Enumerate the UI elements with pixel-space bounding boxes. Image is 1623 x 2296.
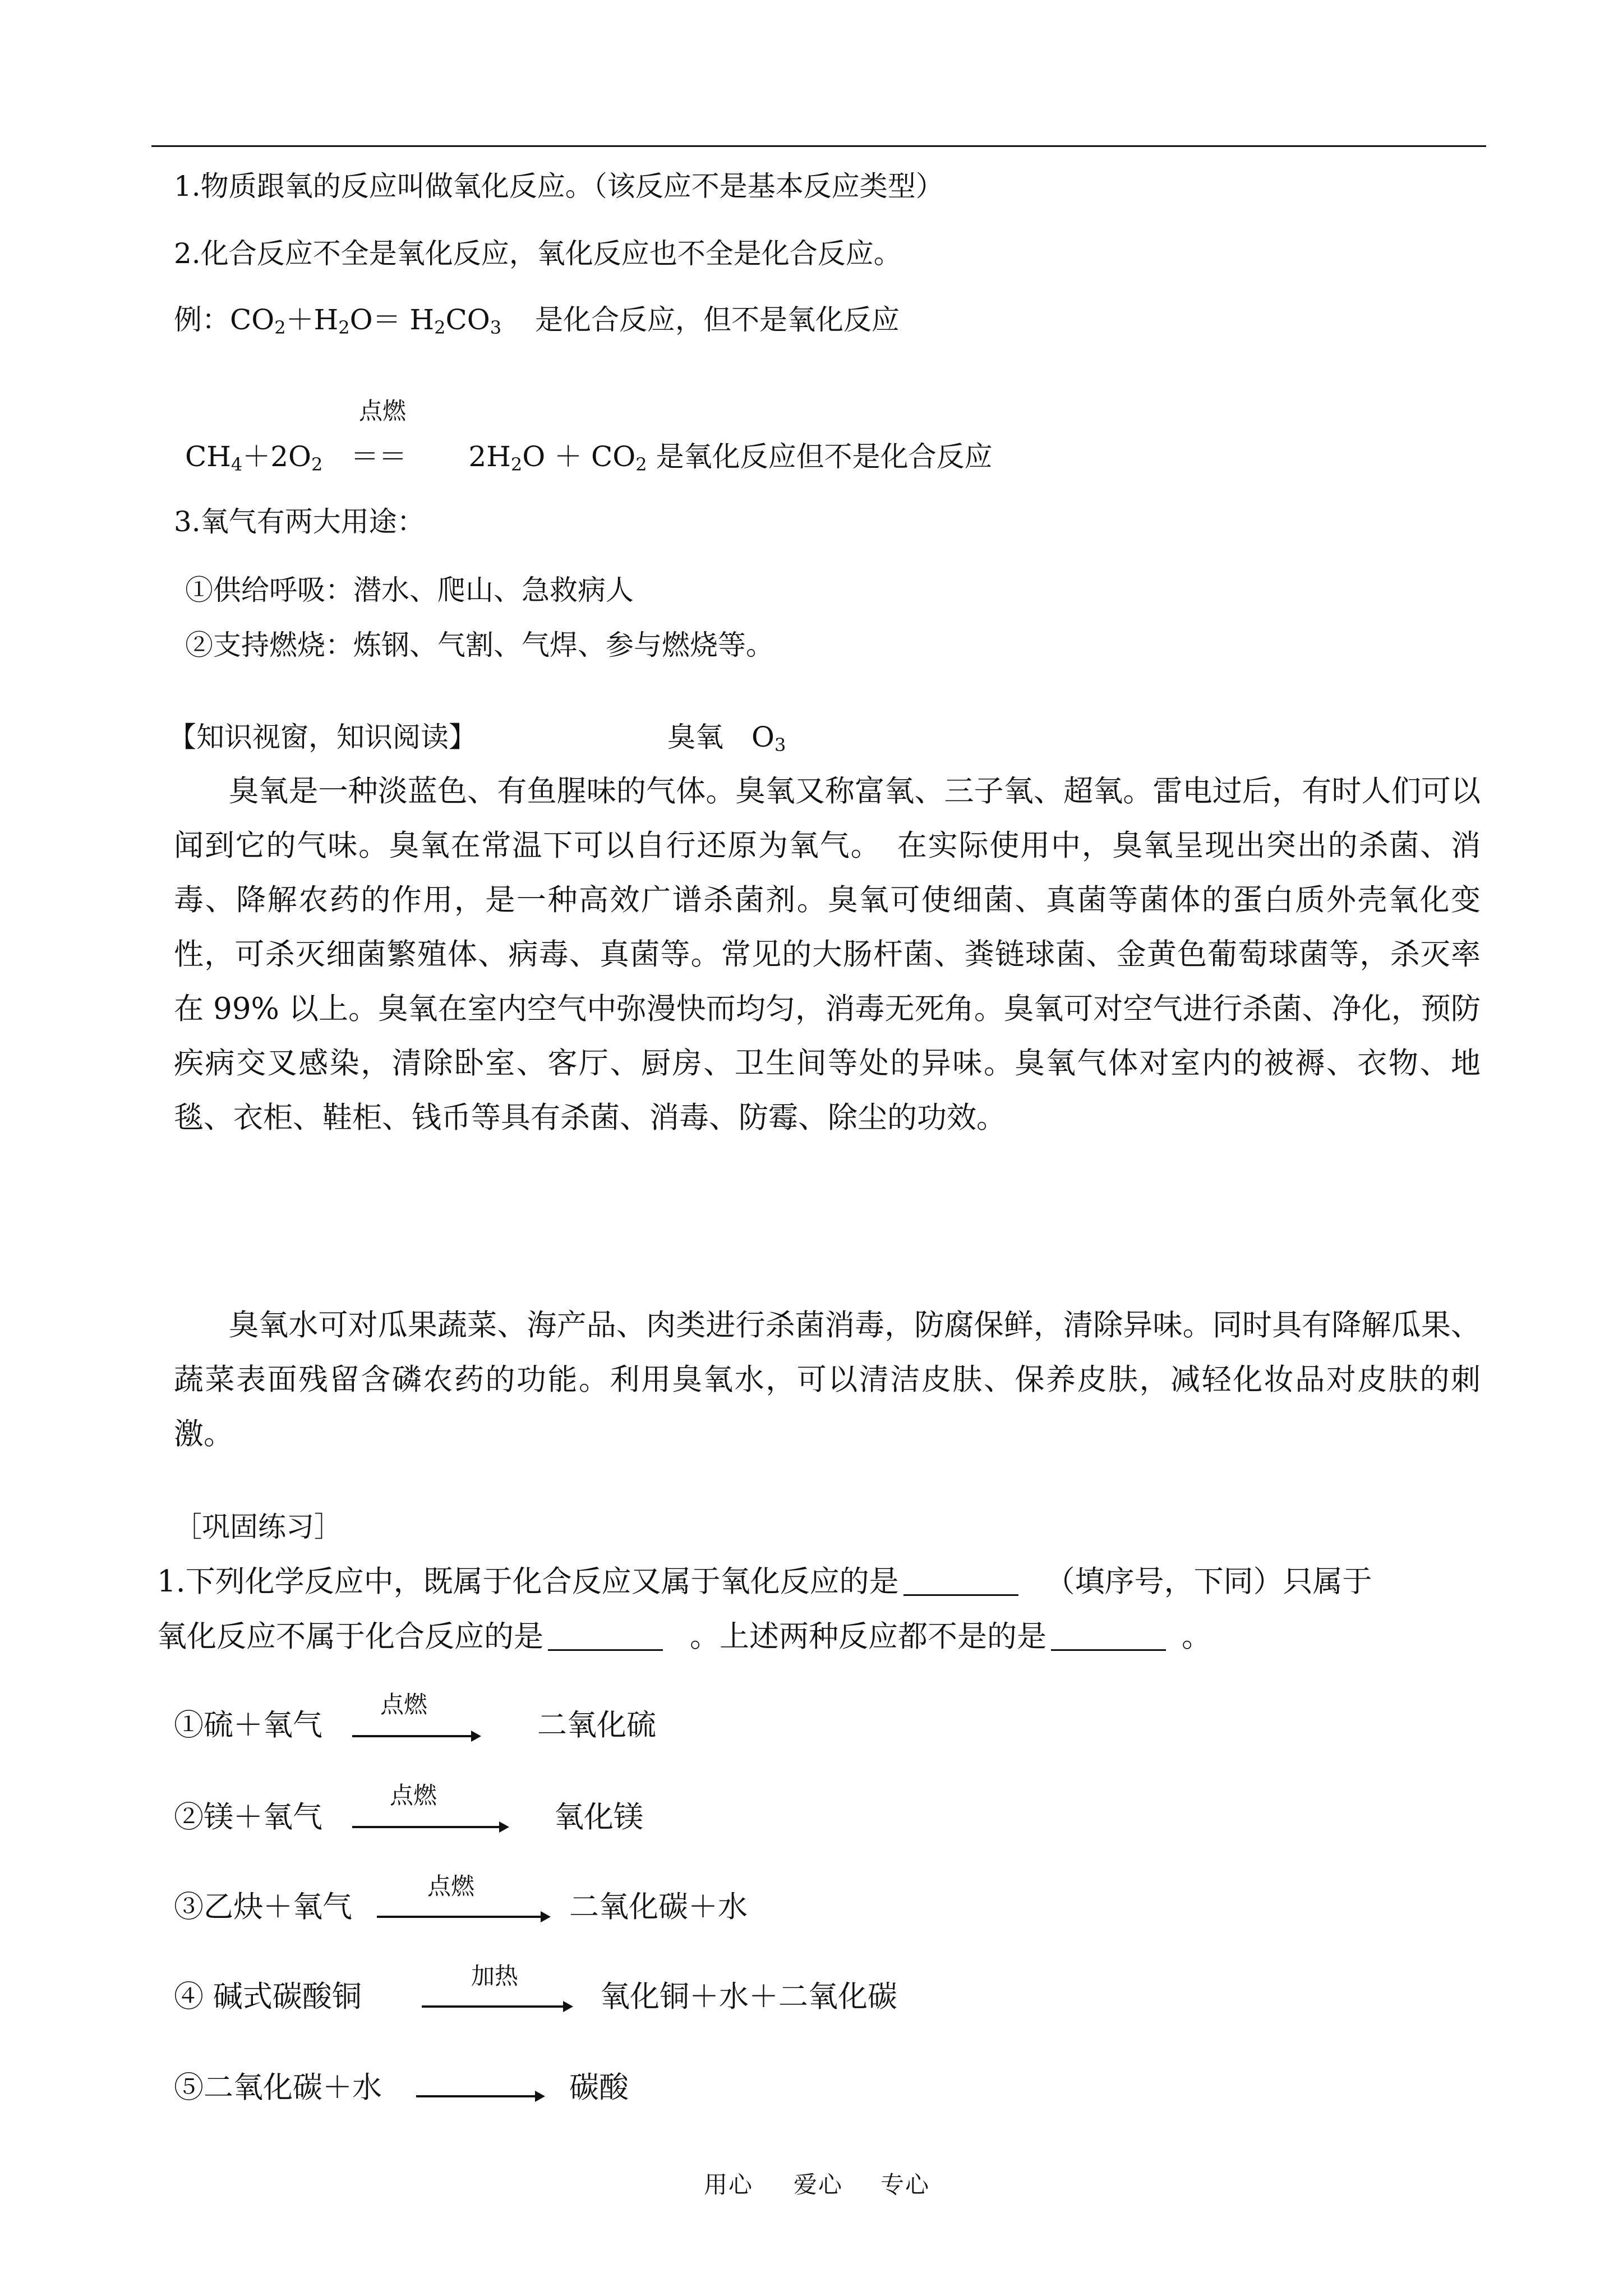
question-1-line-2: 氧化反应不属于化合反应的是 。上述两种反应都不是的是 。 bbox=[157, 1619, 1211, 1654]
example-2-condition: 点燃 bbox=[359, 397, 407, 425]
answer-blank-2[interactable] bbox=[548, 1622, 663, 1651]
ozone-paragraph-1: 臭氧是一种淡蓝色、有鱼腥味的气体。臭氧又称富氧、三子氧、超氧。雷电过后，有时人们可以闻到它的气味。臭氧在常温下可以自行还原为氧气。 在实际使用中，臭氧呈现出突出的杀菌、消毒、降解农药的作用，是一种高效广谱杀菌剂。臭氧可使细菌、真菌等菌体的蛋白质外壳氧化变性，可杀灭细菌繁殖体、病毒、真菌等。常见的大肠杆菌、粪链球菌、金黄色葡萄球菌等，杀灭率在 99% 以上。臭氧在室内空气中弥漫快而均匀，消毒无死角。臭氧可对空气进行杀菌、净化，预防疾病交叉感染，清除卧室、客厅、厨房、卫生间等处的异味。臭氧气体对室内的被褥、衣物、地毯、衣柜、鞋柜、钱币等具有杀菌、消毒、防霉、除尘的功效。 bbox=[174, 774, 1481, 1135]
ozone-paragraph-2: 臭氧水可对瓜果蔬菜、海产品、肉类进行杀菌消毒，防腐保鲜，清除异味。同时具有降解瓜果、蔬菜表面残留含磷农药的功能。利用臭氧水，可以清洁皮肤、保养皮肤，减轻化妆品对皮肤的刺激。 bbox=[174, 1308, 1481, 1451]
reaction-2-arrow bbox=[352, 1819, 509, 1835]
reaction-5-left: ⑤二氧化碳＋水 bbox=[174, 2070, 382, 2105]
question-1-line-1: 1.下列化学反应中，既属于化合反应又属于氧化反应的是 （填序号，下同）只属于 bbox=[157, 1565, 1372, 1599]
answer-blank-3[interactable] bbox=[1051, 1622, 1166, 1651]
reaction-3-arrow bbox=[377, 1908, 551, 1925]
header-rule bbox=[151, 145, 1486, 147]
exercise-heading: ［巩固练习］ bbox=[174, 1511, 342, 1543]
footer-text-3: 专心 bbox=[880, 2171, 930, 2198]
footer-text-2: 爱心 bbox=[794, 2171, 843, 2198]
point-2: 2.化合反应不全是氧化反应，氧化反应也不全是化合反应。 bbox=[174, 237, 902, 270]
reaction-4-arrow bbox=[422, 1998, 573, 2015]
example-1: 例：$CO_2+H_2O= H_2CO_3$ 是化合反应，但不是氧化反应 bbox=[174, 303, 900, 338]
point-3: 3.氧气有两大用途： bbox=[174, 505, 425, 538]
answer-blank-1[interactable] bbox=[903, 1567, 1018, 1596]
point-1: 1.物质跟氧的反应叫做氧化反应。（该反应不是基本反应类型） bbox=[174, 170, 944, 203]
knowledge-topic: 臭氧 $O_3$ bbox=[667, 721, 786, 756]
reaction-5-arrow bbox=[416, 2088, 545, 2105]
use-1: ①供给呼吸：潜水、爬山、急救病人 bbox=[185, 574, 634, 606]
reaction-2-condition: 点燃 bbox=[390, 1782, 437, 1809]
use-2: ②支持燃烧：炼钢、气割、气焊、参与燃烧等。 bbox=[185, 629, 774, 661]
reaction-1-condition: 点燃 bbox=[380, 1691, 428, 1718]
reaction-1-left: ①硫＋氧气 bbox=[174, 1708, 322, 1742]
reaction-1-right: 二氧化硫 bbox=[537, 1708, 656, 1742]
reaction-2-left: ②镁＋氧气 bbox=[174, 1800, 322, 1834]
example-2: $CH_4+2O_2 == 2H_2O + CO_2$ 是氧化反应但不是化合反应 bbox=[185, 440, 993, 475]
knowledge-heading: 【知识视窗，知识阅读】 bbox=[168, 721, 477, 753]
reaction-3-condition: 点燃 bbox=[427, 1872, 475, 1900]
reaction-2-right: 氧化镁 bbox=[554, 1800, 643, 1834]
reaction-1-arrow bbox=[352, 1728, 481, 1745]
reaction-4-condition: 加热 bbox=[471, 1962, 519, 1990]
reaction-3-right: 二氧化碳＋水 bbox=[569, 1890, 748, 1924]
reaction-4-left: ④ 碱式碳酸铜 bbox=[174, 1980, 362, 2014]
reaction-5-right: 碳酸 bbox=[569, 2070, 629, 2105]
reaction-4-right: 氧化铜＋水＋二氧化碳 bbox=[600, 1980, 897, 2014]
footer-text-1: 用心 bbox=[704, 2171, 754, 2198]
reaction-3-left: ③乙炔＋氧气 bbox=[174, 1890, 352, 1924]
